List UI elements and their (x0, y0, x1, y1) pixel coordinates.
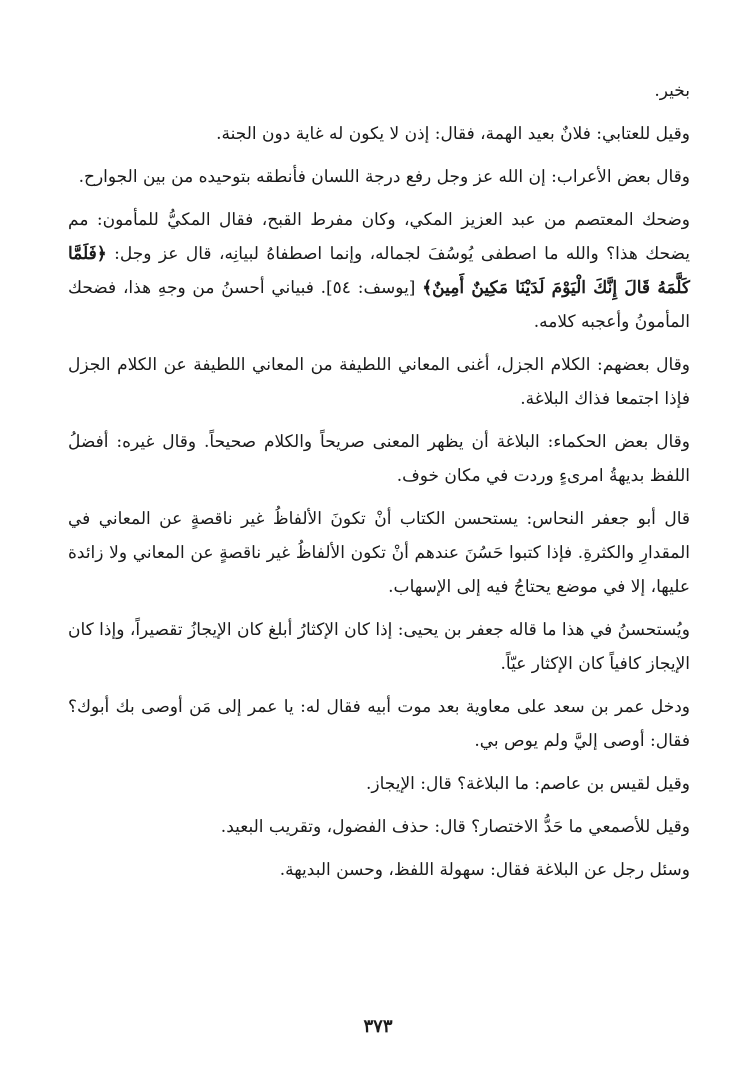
paragraph-arab-speech: وقال بعض الأعراب: إن الله عز وجل رفع درجة اللسان فأنطقه بتوحيده من بين الجوارح. (78, 167, 690, 187)
quran-verse: ﴿فَلَمَّا كَلَّمَهُ قَالَ إِنَّكَ الْيَوْمَ لَدَيْنَا مَكِينٌ أَمِينٌ﴾ (68, 244, 690, 298)
paragraph-qays: وقيل لقيس بن عاصم: ما البلاغة؟ قال: الإيجاز. (365, 774, 690, 794)
paragraph-nahhas: قال أبو جعفر النحاس: يستحسن الكتاب أنْ تكونَ الألفاظُ غير ناقصةٍ عن المعاني في المقدارِ والكثرةِ. فإذا كتبوا حَسُنَ عندهم أنْ تكون الألفاظُ غير ناقصةٍ عن المعاني ولا زائدة عليها، إلا في موضع يحتاجُ فيه إلى الإسهاب. (68, 509, 690, 597)
paragraph-jazl-speech: وقال بعضهم: الكلام الجزل، أغنى المعاني اللطيفة من المعاني اللطيفة عن الكلام الجزل فإذا اجتمعا فذاك البلاغة. (68, 355, 690, 409)
paragraph-wise-men: وقال بعض الحكماء: البلاغة أن يظهر المعنى صريحاً والكلام صحيحاً. وقال غيره: أفضلُ اللفظ بديهةُ امرىءٍ وردت في مكان خوف. (68, 432, 690, 486)
paragraph-mutasim (68, 203, 690, 339)
paragraph-continuation: بخير. (654, 81, 690, 101)
paragraph-asmai: وقيل للأصمعي ما حَدُّ الاختصار؟ قال: حذف الفضول، وتقريب البعيد. (220, 817, 690, 837)
mutasim-text-before: وضحك المعتصم من عبد العزيز المكي، وكان مفرط القبح، فقال المكيُّ للمأمون: مم يضحك هذا؟ والله ما اصطفى يُوسُفَ لجماله، وإنما اصطفاهُ لبيانِه، قال عز وجل: (68, 210, 690, 264)
paragraph-utabi: وقيل للعتابي: فلانٌ بعيد الهمة، فقال: إذن لا يكون له غاية دون الجنة. (216, 124, 690, 144)
page-number: ٣٧٣ (363, 1016, 393, 1037)
paragraph-eloquence: وسئل رجل عن البلاغة فقال: سهولة اللفظ، وحسن البديهة. (279, 860, 690, 880)
paragraph-jafar: ويُستحسنُ في هذا ما قاله جعفر بن يحيى: إذا كان الإكثارُ أبلغ كان الإيجازُ تقصيراً، وإذا كان الإيجاز كافياً كان الإكثار عيّاً. (68, 620, 690, 674)
paragraph-umar: ودخل عمر بن سعد على معاوية بعد موت أبيه فقال له: يا عمر إلى مَن أوصى بك أبوك؟ فقال: أوصى إليَّ ولم يوص بي. (68, 697, 690, 751)
mutasim-text-after: [يوسف: ٥٤]. فبياني أحسنُ من وجهِ هذا، فضحك المأمونُ وأعجبه كلامه. (68, 278, 690, 332)
text-column (68, 74, 690, 896)
